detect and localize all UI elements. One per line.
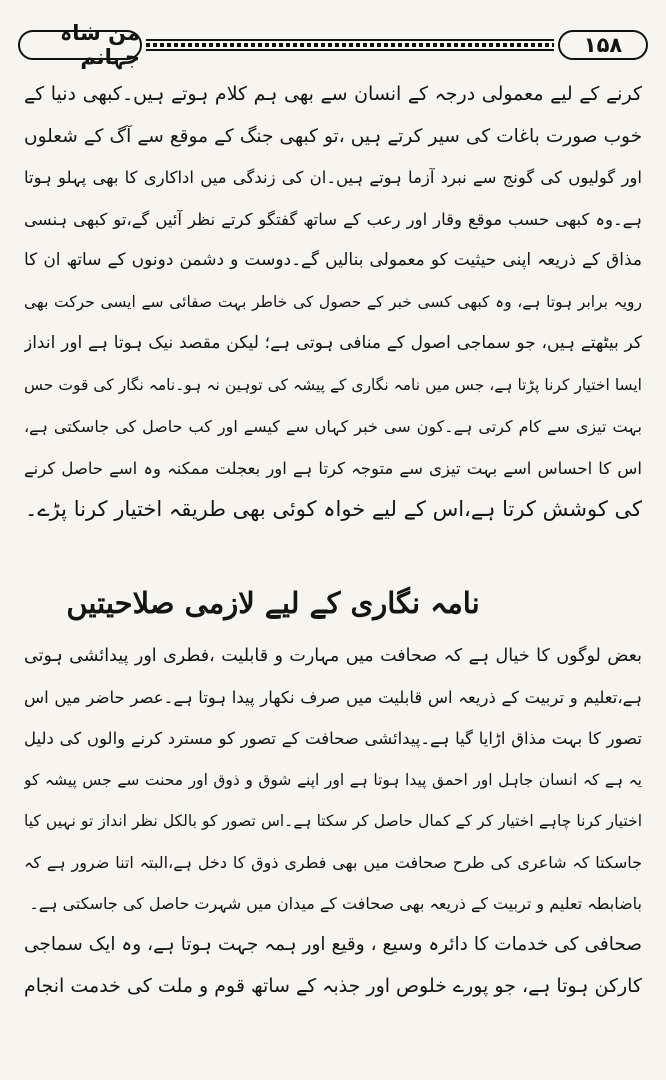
section-heading: [24, 580, 642, 626]
section-heading-text: نامہ نگاری کے لیے لازمی صلاحیتیں: [66, 586, 480, 620]
text-line: جاسکتا کہ شاعری کی طرح صحافت میں بھی فطری ذوق کا دخل ہے،البتہ اتنا ضرور ہے کہ: [24, 852, 642, 872]
text-line: تصور کا بہت مذاق اڑایا گیا ہے۔پیدائشی صحافت کے تصور کو مسترد کرنے والوں کی دلیل: [24, 729, 642, 749]
text-line: کرنے کے لیے معمولی درجہ کے انسان سے بھی ہم کلام ہوتے ہیں۔کبھی دنیا کے: [24, 83, 642, 105]
text-line: رویہ برابر ہوتا ہے، وہ کبھی کسی خبر کے حصول کی خاطر بہت صفائی سے ایسی حرکت بھی: [24, 292, 642, 311]
book-title-label: من شاہ جہانم: [18, 30, 142, 60]
text-line: کر بیٹھتے ہیں، جو سماجی اصول کے منافی ہوتی ہے؛ لیکن مقصد نیک ہوتا ہے اور انداز: [24, 333, 642, 353]
text-line: باضابطہ تعلیم و تربیت کے ذریعہ بھی صحافت کے میدان میں شہرت حاصل کی جاسکتی ہے۔: [29, 894, 642, 914]
text-line: یہ ہے کہ انسان جاہل اور احمق پیدا ہوتا ہے اور اپنے شوق و ذوق اور محنت سے جس پیشہ کو: [24, 770, 642, 789]
text-line: ایسا اختیار کرنا پڑتا ہے، جس میں نامہ نگاری کے پیشہ کی توہین نہ ہو۔نامہ نگار کی قوت حس: [24, 375, 642, 394]
text-line: ہے،تعلیم و تربیت کے ذریعہ اس قابلیت میں صرف نکھار پیدا ہوتا ہے۔عصر حاضر میں اس: [24, 688, 642, 708]
page-header: [18, 21, 648, 69]
text-line: اس کا احساس اسے بہت تیزی سے متوجہ کرتا ہے اور بعجلت ممکنہ وہ اسے حاصل کرنے: [24, 458, 642, 478]
text-line: بہت تیزی سے کام کرتی ہے۔کون سی خبر کہاں سے کیسے اور کب حاصل کی جاسکتی ہے،: [24, 417, 642, 436]
decorative-rule: [146, 39, 554, 51]
text-line: اختیار کرنا چاہے اختیار کر کے کمال حاصل کر سکتا ہے۔اس تصور کو بالکل نظر انداز تو نہیں کیا: [24, 811, 642, 830]
paragraph-1: [24, 74, 642, 531]
text-line: خوب صورت باغات کی سیر کرتے ہیں ،تو کبھی جنگ کے موقع سے آگ کے شعلوں: [24, 125, 642, 147]
text-line: بعض لوگوں کا خیال ہے کہ صحافت میں مہارت و قابلیت ،فطری اور پیدائشی ہوتی: [24, 646, 642, 666]
text-line: کارکن ہوتا ہے، جو پورے خلوص اور جذبہ کے ساتھ قوم و ملت کی خدمت انجام: [24, 974, 642, 997]
paragraph-2: [24, 636, 642, 1007]
text-line: اور گولیوں کی گونج سے نبرد آزما ہوتے ہیں۔ان کی زندگی میں اداکاری کا بھی پہلو ہوتا: [24, 168, 642, 187]
text-line: ہے۔وہ کبھی حسب موقع وقار اور رعب کے ساتھ گفتگو کرتے نظر آئیں گے،تو کبھی ہنسی: [24, 209, 642, 229]
page-number: ۱۵۸: [558, 30, 648, 60]
text-line: صحافی کی خدمات کا دائرہ وسیع ، وقیع اور ہمہ جہت ہوتا ہے، وہ ایک سماجی: [24, 934, 642, 956]
text-line: کی کوشش کرتا ہے،اس کے لیے خواہ کوئی بھی طریقہ اختیار کرنا پڑے۔: [24, 497, 642, 521]
text-line: مذاق کے ذریعہ اپنی حیثیت کو معمولی بنالیں گے۔دوست و دشمن دونوں کے ساتھ ان کا: [24, 250, 642, 270]
